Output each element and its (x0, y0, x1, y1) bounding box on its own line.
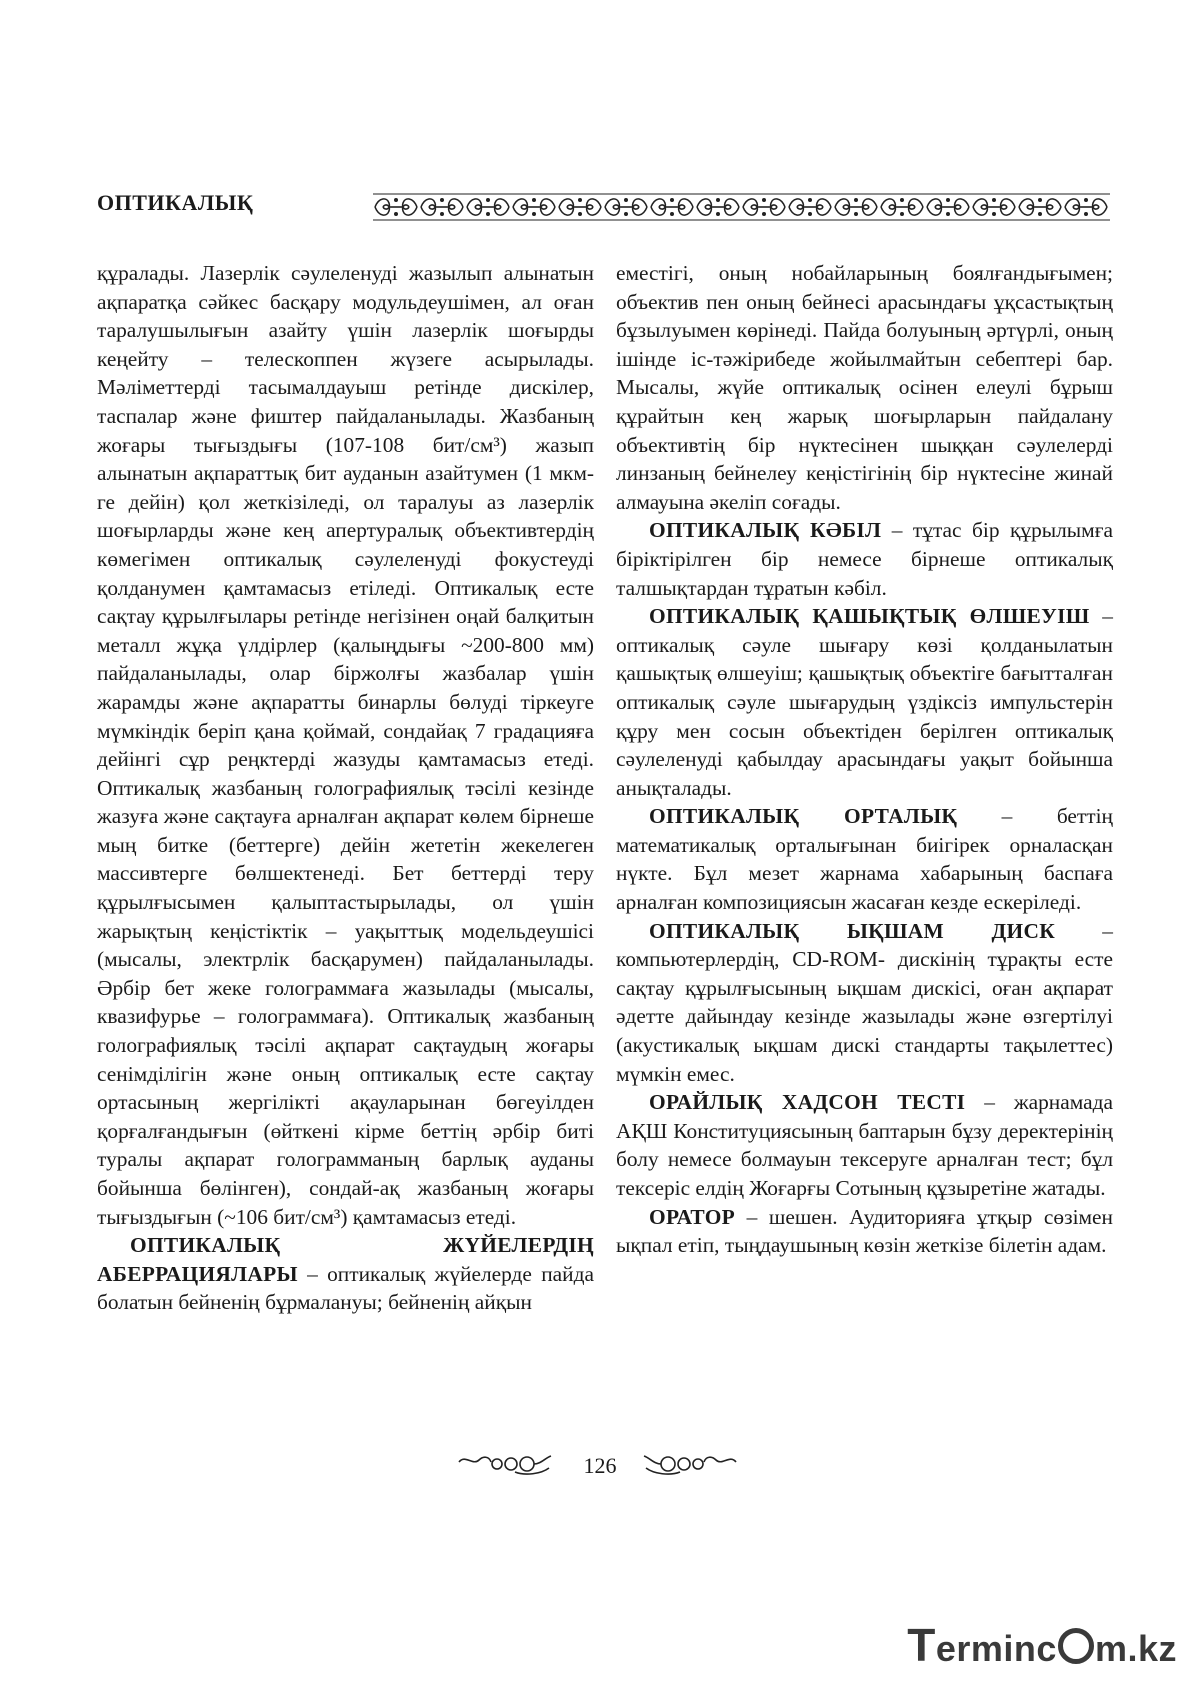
paragraph-continuation: құралады. Лазерлік сәулеленуді жазылып алынатын ақпаратқа сәйкес басқару модульдеушімен, ал оған таралушылығын азайту үшін лазерлік шоғырды кеңейту – телескоппен жүзеге асырылады. Мәліметтерді тасымалдауыш ретінде дискілер, таспалар және фиштер пайдаланылады. Жазбаның жоғары тығыздығы (107-108 бит/см³) жазып алынатын ақпараттық бит ауданын азайтумен (1 мкм-ге дейін) қол жеткізіледі, ол таралуы аз лазерлік шоғырларды және кең апертуралық объективтердің көмегімен оптикалық сәулеленуді фокустеуді қолданумен қамтамасыз етіледі. Оптикалық есте сақтау құрылғылары ретінде негізінен оңай балқитын металл жұқа үлдірлер (қалыңдығы ~200-800 мм) пайдаланылады, олар біржолғы жазбалар үшін жарамды және ақпаратты бинарлы бөлуді тіркеуге мүмкіндік беріп қана қоймай, сондайақ 7 градацияға дейінгі сұр реңктерді жазуды қамтамасыз етеді. Оптикалық жазбаның голографиялық тәсілі кезінде жазуға және сақтауға арналған ақпарат көлем бірнеше мың битке (беттерге) дейін жететін жекелеген массивтерге бөлшектенеді. Бет беттерді теру құрылғысымен қалыптастырылады, ол үшін жарықтың кеңістіктік – уақыттық модельдеушісі (мысалы, электрлік басқарумен) пайдаланылады. Әрбір бет жеке голограммаға жазылады (мысалы, квазифурье – голограммаға). Оптикалық жазбаның голографиялық тәсілі ақпарат сақтаудың жоғары сенімділігін және оның оптикалық есте сақтау ортасының жергілікті ақауларынан бөгеуілден қорғалғандығын (өйткені кірме беттің әрбір биті туралы ақпарат голограмманың барлық ауданы бойынша бөлінген), сондай-ақ жазбаның жоғары тығыздығын (~106 бит/см³) қамтамасыз етеді. (97, 261, 594, 1229)
entry-term: ОПТИКАЛЫҚ ҚАШЫҚТЫҚ ӨЛШЕУІШ (649, 604, 1090, 629)
right-column (616, 259, 1113, 1260)
footer-ornament-right-icon (640, 1452, 740, 1478)
entry-term: ОПТИКАЛЫҚ ЖҮЙЕЛЕРДІҢ АБЕРРАЦИЯЛАРЫ (97, 1233, 594, 1286)
entry-term: ОРАЙЛЫҚ ХАДСОН ТЕСТІ (649, 1090, 966, 1115)
watermark-text-1: erminc (935, 1628, 1057, 1669)
entry-definition: – шешен. Аудиторияға ұтқыр сөзімен ықпал етіп, тыңдаушының көзін жеткізе білетін адам. (616, 1204, 1113, 1258)
entry-term: ОПТИКАЛЫҚ ОРТАЛЫҚ (649, 804, 958, 829)
entry-definition: – оптикалық сәуле шығару көзі қолданылатын қашықтық өлшеуіш; қашықтық объектіге бағытталған оптикалық сәуле шығарудың үздіксіз импульстерін құру мен сосын объектіден берілген оптикалық сәулеленуді қабылдау арасындағы уақыт бойынша анықталады. (616, 604, 1113, 800)
entry-term: ОПТИКАЛЫҚ КӘБІЛ (649, 518, 882, 543)
ornament-band (373, 193, 1110, 221)
page-number: 126 (583, 1453, 617, 1478)
footer-ornament-left-icon (455, 1452, 555, 1478)
watermark-text-2: m.kz (1094, 1628, 1177, 1669)
entry-aberrations (97, 1231, 594, 1317)
entry-hudson-test (616, 1088, 1113, 1202)
watermark-t: T (907, 1619, 936, 1671)
entry-definition: – оптикалық жүйелерде пайда болатын бейненің бұрмалануы; бейненің айқын (97, 1261, 594, 1315)
entry-definition: – беттің математикалық орталығынан биігірек орналасқан нүкте. Бұл мезет жарнама хабарының баспаға арналған композициясын жасаған кезде ескеріледі. (616, 804, 1113, 915)
paragraph-continuation: еместігі, оның нобайларының боялғандығымен; объектив пен оның бейнесі арасындағы ұқсастықтың бұзылуымен көрінеді. Пайда болуының әртүрлі, оның ішінде іс-тәжірибеде жойылмайтын себептері бар. Мысалы, жүйе оптикалық осінен елеулі бұрыш құрайтын кең жарық шоғырларын пайдалану объективтің бір нүктесінен шыққан сәулелерді линзаның бейнелеу кеңістігінің бір нүктесіне жинай алмауына әкеліп соғады. (616, 261, 1113, 514)
entry-optical-rangefinder (616, 602, 1113, 802)
entry-orator (616, 1203, 1113, 1260)
entry-term: ОРАТОР (649, 1204, 736, 1229)
entry-definition: – тұтас бір құрылымға біріктірілген бір немесе бірнеше оптикалық талшықтардан тұратын кәбіл. (616, 518, 1113, 600)
left-column (97, 259, 594, 1317)
entry-term: ОПТИКАЛЫҚ ЫҚШАМ ДИСК (649, 918, 1056, 943)
entry-optical-compact-disc (616, 917, 1113, 1089)
entry-optical-cable (616, 516, 1113, 602)
watermark-o-ring-icon (1058, 1628, 1094, 1664)
termincom-watermark (907, 1618, 1177, 1672)
entry-definition: – жарнамада АҚШ Конституциясының баптарын бұзу деректерінің болу немесе болмауын тексеруге арналған тест; бұл тексеріс елдің Жоғарғы Сотының құзыретіне жатады. (616, 1090, 1113, 1200)
entry-optical-center (616, 802, 1113, 916)
page-header-title: ОПТИКАЛЫҚ (97, 190, 254, 215)
entry-definition: – компьютерлердің, CD-ROM- дискінің тұрақты есте сақтау құрылғысының ықшам дискісі, оған ақпарат әдетте дайындау кезінде жазылады және өзгертілуі (акустикалық ықшам диcкі стандарты тақылеттес) мүмкін емес. (616, 918, 1113, 1086)
